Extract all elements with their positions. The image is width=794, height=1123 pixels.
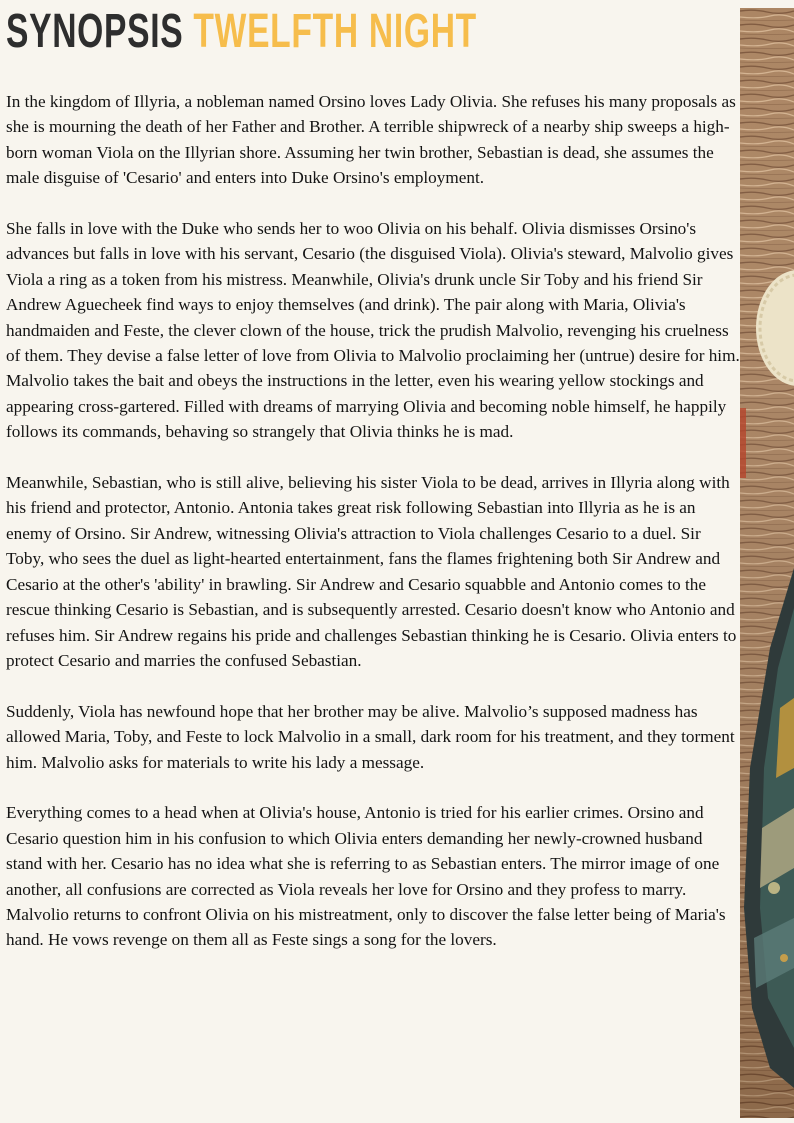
decorative-wood-photo <box>740 8 794 1118</box>
synopsis-body <box>6 89 742 978</box>
synopsis-paragraph-1: In the kingdom of Illyria, a nobleman named Orsino loves Lady Olivia. She refuses his many proposals as she is mourning the death of her Father and Brother. A terrible shipwreck of a nearby ship sweeps a high-born woman Viola on the Illyrian shore. Assuming her twin brother, Sebastian is dead, she assumes the male disguise of 'Cesario' and enters into Duke Orsino's employment. <box>6 92 736 188</box>
synopsis-paragraph-3: Meanwhile, Sebastian, who is still alive, believing his sister Viola to be dead, arrives in Illyria along with his friend and protector, Antonio. Antonia takes great risk following Sebastian into Illyria as he is an enemy of Orsino. Sir Andrew, witnessing Olivia's attraction to Viola challenges Cesario to a duel. Sir Toby, who sees the duel as light-hearted entertainment, fans the flames frightening both Sir Andrew and Cesario at the other's 'ability' in brawling. Sir Andrew and Cesario squabble and Antonio comes to the rescue thinking Cesario is Sebastian, and is subsequently arrested. Cesario doesn't know who Antonio and refuses him. Sir Andrew regains his pride and challenges Sebastian thinking he is Cesario. Olivia enters to protect Cesario and marries the confused Sebastian. <box>6 473 737 670</box>
synopsis-paragraph-5: Everything comes to a head when at Olivia's house, Antonio is tried for his earlier crimes. Orsino and Cesario question him in his confusion to which Olivia enters demanding her newly-crowned husband stand with her. Cesario has no idea what she is referring to as Sebastian enters. The mirror image of one another, all confusions are corrected as Viola reveals her love for Orsino and they profess to marry. Malvolio returns to confront Olivia on his mistreatment, only to discover the false letter being of Maria's hand. He vows revenge on them all as Feste sings a song for the lovers. <box>6 803 726 950</box>
synopsis-paragraph-2: She falls in love with the Duke who sends her to woo Olivia on his behalf. Olivia dismisses Orsino's advances but falls in love with his servant, Cesario (the disguised Viola). Olivia's steward, Malvolio gives Viola a ring as a token from his mistress. Meanwhile, Olivia's drunk uncle Sir Toby and his friend Sir Andrew Aguecheek find ways to enjoy themselves (and drink). The pair along with Maria, Olivia's handmaiden and Feste, the clever clown of the house, trick the prudish Malvolio, revenging his cruelness of them. They devise a false letter of love from Olivia to Malvolio proclaiming her (untrue) desire for him. Malvolio takes the bait and obeys the instructions in the letter, even his wearing yellow stockings and appearing cross-gartered. Filled with dreams of marrying Olivia and becoming noble himself, he happily follows its commands, behaving so strangely that Olivia thinks he is mad. <box>6 219 740 442</box>
page-title <box>6 4 477 60</box>
title-word-synopsis: SYNOPSIS <box>6 5 184 58</box>
title-word-twelfth-night: TWELFTH NIGHT <box>193 5 477 58</box>
synopsis-paragraph-4: Suddenly, Viola has newfound hope that her brother may be alive. Malvolio’s supposed madness has allowed Maria, Toby, and Feste to lock Malvolio in a small, dark room for his treatment, and they torment him. Malvolio asks for materials to write his lady a message. <box>6 701 735 772</box>
